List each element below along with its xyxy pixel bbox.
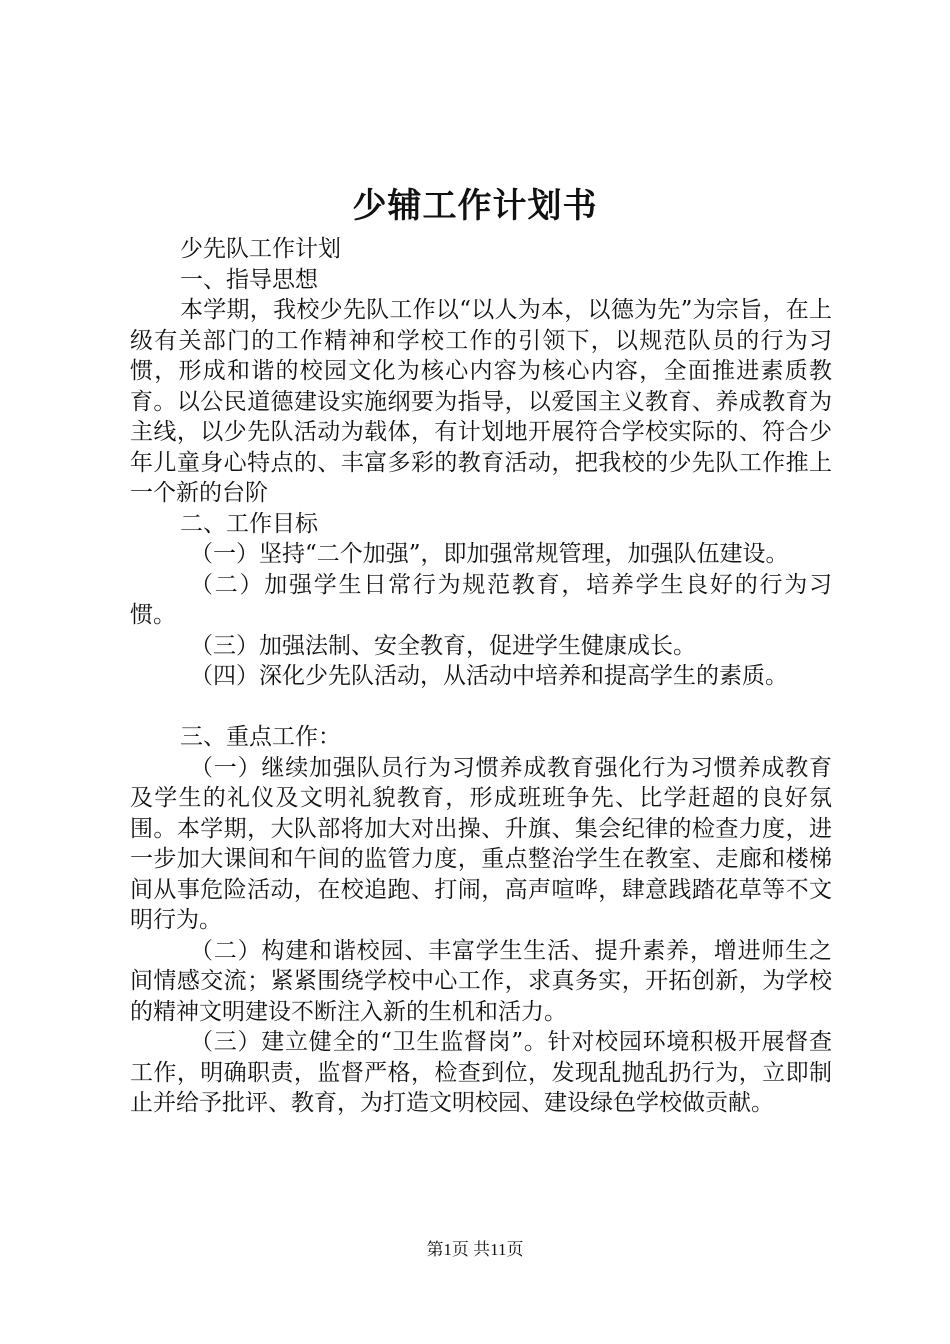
goal-item-3: （三）加强法制、安全教育，促进学生健康成长。	[190, 632, 696, 659]
document-body	[130, 234, 832, 1119]
key-work-item-3: （三）建立健全的“卫生监督岗”。针对校园环境积极开展督查工作，明确职责，监督严格，检查到位，发现乱抛乱扔行为，立即制止并给予批评、教育，为打造文明校园、建设绿色学校做贡献。	[130, 1029, 832, 1116]
section-heading-3: 三、重点工作：	[180, 724, 341, 750]
section-heading-1: 一、指导思想	[180, 266, 318, 293]
goal-item-2: （二）加强学生日常行为规范教育，培养学生良好的行为习惯。	[130, 571, 832, 628]
paragraph-subtitle: 少先队工作计划	[180, 236, 341, 262]
blank-line	[130, 692, 832, 723]
goal-item-4: （四）深化少先队活动，从活动中培养和提高学生的素质。	[190, 663, 788, 689]
goal-item-1: （一）坚持“二个加强”，即加强常规管理，加强队伍建设。	[190, 541, 789, 567]
paragraph-guiding-thought: 本学期，我校少先队工作以“以人为本，以德为先”为宗旨，在上级有关部门的工作精神和学校工作的引领下，以规范队员的行为习惯，形成和谐的校园文化为核心内容为核心内容，全面推进素质教育。以公民道德建设实施纲要为指导，以爱国主义教育、养成教育为主线，以少先队活动为载体，有计划地开展符合学校实际的、符合少年儿童身心特点的、丰富多彩的教育活动，把我校的少先队工作推上一个新的台阶	[130, 297, 832, 506]
document-title: 少辅工作计划书	[352, 186, 598, 226]
section-heading-2: 二、工作目标	[180, 510, 318, 537]
key-work-item-2: （二）构建和谐校园、丰富学生生活、提升素养，增进师生之间情感交流；紧紧围绕学校中心工作，求真务实，开拓创新，为学校的精神文明建设不断注入新的生机和活力。	[130, 937, 832, 1025]
key-work-item-1: （一）继续加强队员行为习惯养成教育强化行为习惯养成教育及学生的礼仪及文明礼貌教育，形成班班争先、比学赶超的良好氛围。本学期，大队部将加大对出操、升旗、集会纪律的检查力度，进一步加大课间和午间的监管力度，重点整治学生在教室、走廊和楼梯间从事危险活动，在校追跑、打闹，高声喧哗，肆意践踏花草等不文明行为。	[130, 754, 832, 933]
page-number-footer: 第1页 共11页	[426, 1240, 524, 1259]
